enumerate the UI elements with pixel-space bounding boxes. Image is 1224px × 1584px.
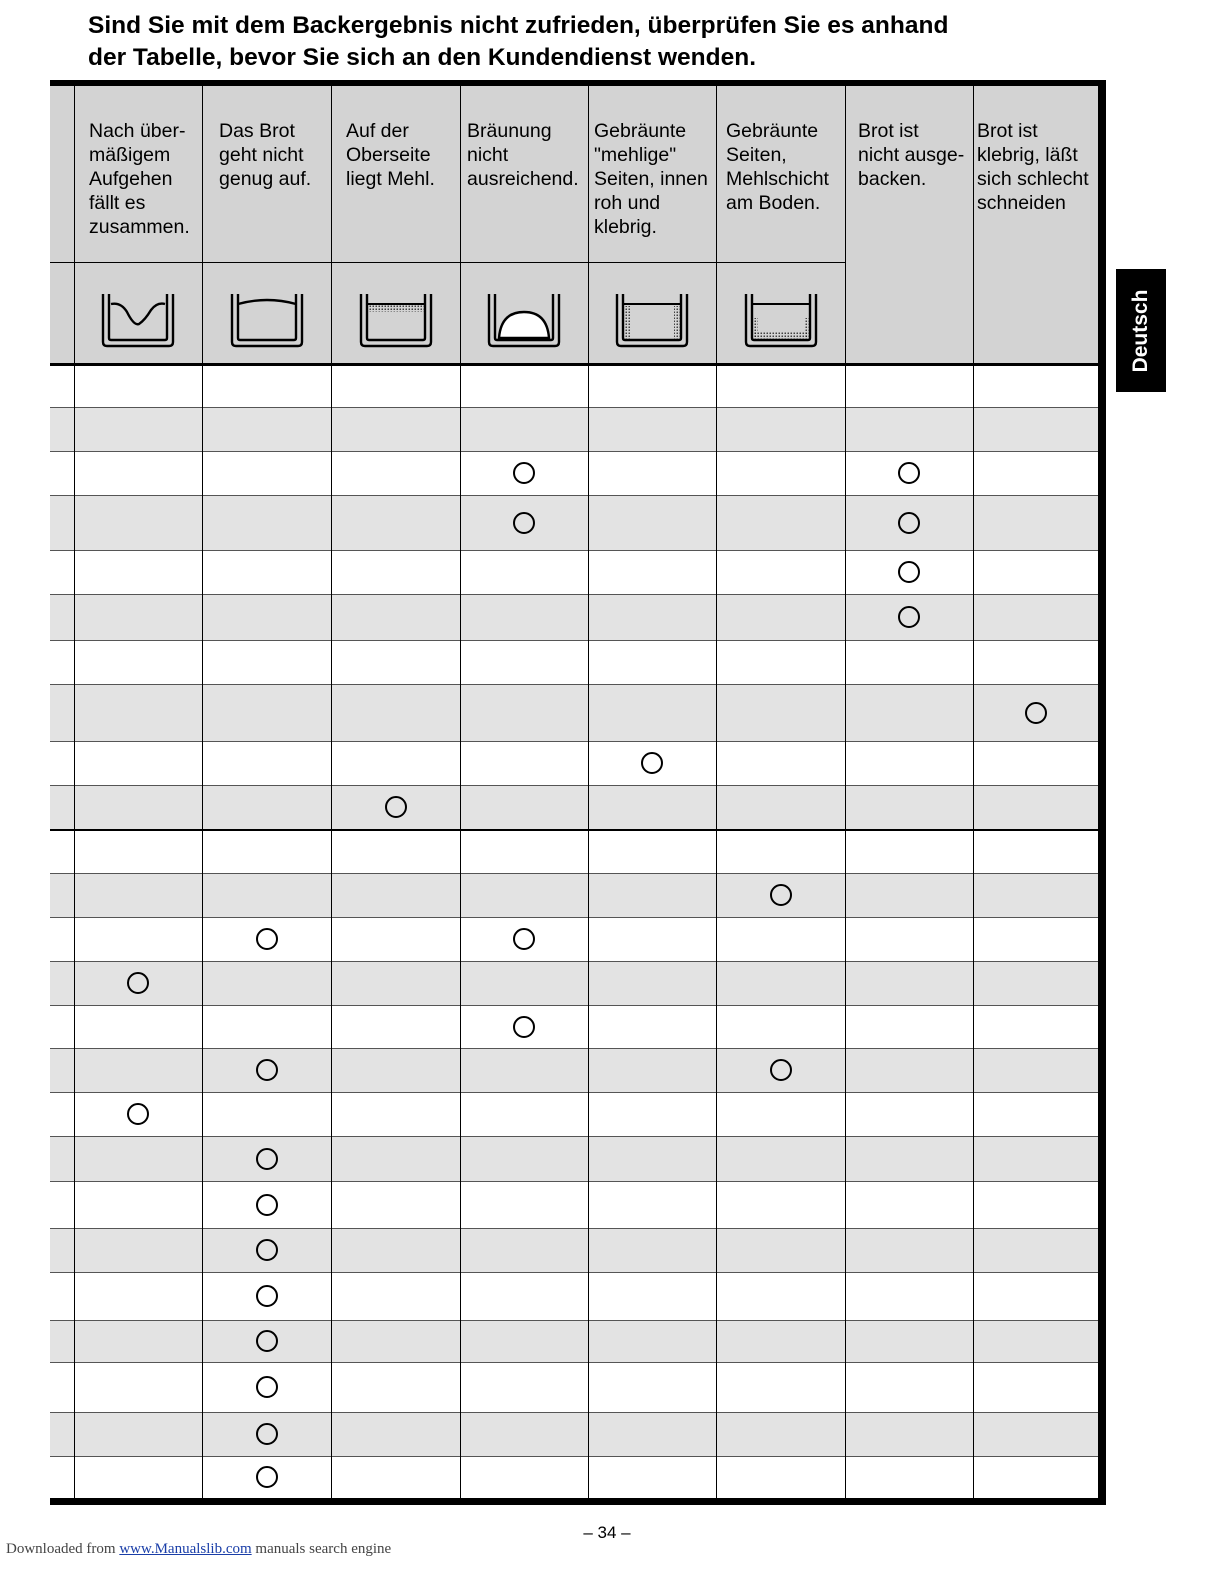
row-band — [50, 684, 1098, 741]
header-bottom-rule — [50, 363, 1098, 366]
row-rule — [50, 1456, 1098, 1457]
match-circle — [513, 928, 535, 950]
row-rule — [50, 1092, 1098, 1093]
table-frame-top — [50, 80, 1106, 86]
match-circle — [127, 1103, 149, 1125]
row-rule — [50, 1412, 1098, 1413]
row-rule — [50, 741, 1098, 742]
row-band — [50, 961, 1098, 1005]
column-heading: Bräunung nicht ausreichend. — [467, 120, 579, 190]
flat-loaf-icon — [228, 290, 306, 350]
match-circle — [1025, 702, 1047, 724]
row-band — [50, 1412, 1098, 1456]
heading-line-2: der Tabelle, bevor Sie sich an den Kundendienst wenden. — [88, 44, 756, 71]
match-circle — [513, 1016, 535, 1038]
header-divider — [50, 262, 845, 263]
match-circle — [898, 561, 920, 583]
match-circle — [256, 1059, 278, 1081]
match-circle — [256, 1285, 278, 1307]
row-rule — [50, 495, 1098, 496]
row-band — [50, 495, 1098, 550]
column-heading: Nach über- mäßigem Aufgehen fällt es zusammen. — [89, 120, 190, 238]
row-rule — [50, 594, 1098, 595]
row-rule — [50, 917, 1098, 918]
table-frame-bottom — [50, 1498, 1106, 1505]
match-circle — [513, 512, 535, 534]
row-rule — [50, 785, 1098, 786]
heading-line-1: Sind Sie mit dem Backergebnis nicht zufrieden, überprüfen Sie es anhand — [88, 12, 949, 39]
row-rule — [50, 1362, 1098, 1363]
row-rule — [50, 1136, 1098, 1137]
column-rule — [588, 86, 589, 1498]
row-rule — [50, 1272, 1098, 1273]
row-rule — [50, 1228, 1098, 1229]
match-circle — [513, 462, 535, 484]
row-rule — [50, 1320, 1098, 1321]
row-rule — [50, 1005, 1098, 1006]
column-rule — [845, 86, 846, 1498]
column-rule — [202, 86, 203, 1498]
column-rule — [74, 86, 75, 1498]
section-divider — [50, 829, 1098, 831]
page-number: – 34 – — [583, 1523, 631, 1542]
match-circle — [770, 884, 792, 906]
row-rule — [50, 407, 1098, 408]
column-rule — [460, 86, 461, 1498]
footer-suffix: manuals search engine — [251, 1541, 392, 1557]
floury-bottom-loaf-icon — [742, 290, 820, 350]
column-rule — [973, 86, 974, 1498]
match-circle — [898, 462, 920, 484]
row-band — [50, 1136, 1098, 1181]
manualslib-link[interactable]: www.Manualslib.com — [119, 1541, 252, 1557]
match-circle — [385, 796, 407, 818]
row-rule — [50, 451, 1098, 452]
match-circle — [256, 1148, 278, 1170]
row-band — [50, 407, 1098, 451]
column-heading: Auf der Oberseite liegt Mehl. — [346, 120, 435, 190]
column-rule — [716, 86, 717, 1498]
row-band — [50, 1048, 1098, 1092]
match-circle — [256, 928, 278, 950]
match-circle — [256, 1239, 278, 1261]
match-circle — [256, 1466, 278, 1488]
column-heading: Gebräunte "mehlige" Seiten, innen roh und klebrig. — [594, 120, 708, 238]
floury-top-loaf-icon — [357, 290, 435, 350]
row-rule — [50, 961, 1098, 962]
row-rule — [50, 1181, 1098, 1182]
row-band — [50, 594, 1098, 640]
column-heading: Gebräunte Seiten, Mehlschicht am Boden. — [726, 120, 829, 214]
column-heading: Das Brot geht nicht genug auf. — [219, 120, 312, 190]
row-rule — [50, 1048, 1098, 1049]
row-rule — [50, 640, 1098, 641]
match-circle — [256, 1194, 278, 1216]
floury-sides-loaf-icon — [613, 290, 691, 350]
column-rule — [331, 86, 332, 1498]
match-circle — [898, 606, 920, 628]
match-circle — [256, 1423, 278, 1445]
row-band — [50, 1320, 1098, 1362]
row-rule — [50, 684, 1098, 685]
row-rule — [50, 873, 1098, 874]
footer — [6, 1541, 391, 1558]
row-band — [50, 1228, 1098, 1272]
row-rule — [50, 550, 1098, 551]
language-tab-label: Deutsch — [1129, 289, 1152, 372]
row-band — [50, 785, 1098, 829]
match-circle — [256, 1376, 278, 1398]
match-circle — [641, 752, 663, 774]
match-circle — [127, 972, 149, 994]
match-circle — [256, 1330, 278, 1352]
column-heading: Brot ist nicht ausge- backen. — [858, 120, 965, 190]
collapsed-loaf-icon — [99, 290, 177, 350]
column-heading: Brot ist klebrig, läßt sich schlecht schneiden — [977, 120, 1089, 214]
row-band — [50, 873, 1098, 917]
language-tab — [1116, 269, 1166, 392]
footer-prefix: Downloaded from — [6, 1541, 120, 1557]
pale-dome-loaf-icon — [485, 290, 563, 350]
table-frame-right — [1098, 80, 1106, 1505]
match-circle — [770, 1059, 792, 1081]
match-circle — [898, 512, 920, 534]
